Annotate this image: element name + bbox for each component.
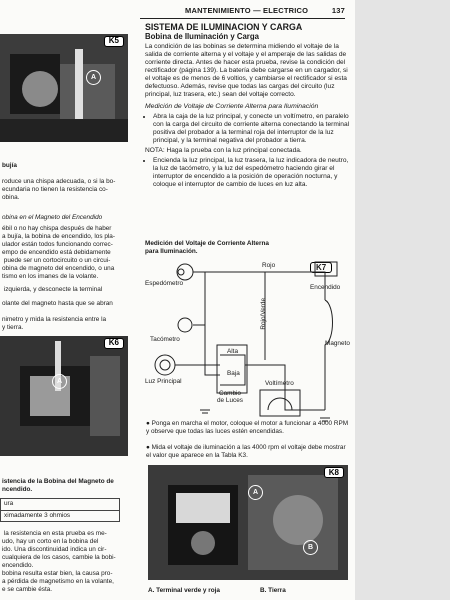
heading-magneto: obina en el Magneto del Encendido xyxy=(2,214,103,221)
paragraph-3: izquierda, y desconecte la terminal xyxy=(2,286,103,293)
resistance-table xyxy=(0,498,120,522)
photo-k5-image xyxy=(0,34,128,142)
label-encendido: Encendido xyxy=(310,284,341,291)
label-rojo: Rojo xyxy=(262,262,276,269)
header-title: MANTENIMIENTO — ELECTRICO xyxy=(185,6,309,15)
caption-b: B. Tierra xyxy=(260,587,286,594)
list-item: ● Mida el voltaje de iluminación a las 4000 rpm el voltaje debe mostrar el valor que aparece en la Tabla K3. xyxy=(146,444,346,459)
callout-a: A xyxy=(248,485,263,500)
fig-label-k8: K8 xyxy=(324,467,344,478)
fig-label-k6: K6 xyxy=(104,338,124,349)
nota: NOTA: Haga la prueba con la luz principal conectada. xyxy=(145,147,302,154)
label-tacometro: Tacómetro xyxy=(150,336,180,343)
label-cambio-luces: Cambio de Luces xyxy=(217,390,243,404)
caption-bujia: bujía xyxy=(2,162,17,169)
table-cell: ura xyxy=(1,499,120,511)
steps-list xyxy=(145,113,350,145)
diagram-title: Medición del Voltaje de Corriente Alterna para Iluminación. xyxy=(145,240,269,255)
callout-a: A xyxy=(52,374,67,389)
list-item: • Abra la caja de la luz principal, y conecte un voltímetro, en paralelo con la carga del circuito de corriente alterna conectando la terminal positiva del probador a la terminal roja del interruptor de la luz principal, y la terminal negativa del probador a tierra. xyxy=(153,113,350,145)
section-title: SISTEMA DE ILUMINACION Y CARGA xyxy=(145,22,303,32)
table-cell: ximadamente 3 ohmios xyxy=(1,510,120,522)
caption-a: A. Terminal verde y roja xyxy=(148,587,220,594)
running-header xyxy=(185,6,355,18)
bullet-3-text: Ponga en marcha el motor, coloque el motor a funcionar a 4000 RPM y observe que todas las luces estén encendidas. xyxy=(146,420,349,435)
label-baja: Baja xyxy=(227,370,240,377)
bullet-4-text: Mida el voltaje de iluminación a las 4000 rpm el voltaje debe mostrar el valor que aparece en la Tabla K3. xyxy=(146,444,346,459)
page-number: 137 xyxy=(331,6,345,15)
paragraph-6: la resistencia en esta prueba es me- udo, hay un corto en la bobina del ido. Una discontinuidad indica un cir- cualquiera de los casos, cambie la bobi- encendido. xyxy=(2,530,116,569)
callout-b: B xyxy=(303,540,318,555)
callout-a: A xyxy=(86,70,101,85)
steps-list-2 xyxy=(145,157,350,189)
label-espedometro: Espedómetro xyxy=(145,280,184,287)
list-item: • Encienda la luz principal, la luz trasera, la luz indicadora de neutro, la luz de tacómetro, y la luz del espedómetro haciendo girar el interruptor de encendido a la posición de operación nocturna, y coloque el interruptor de cambio de luces en luz alta. xyxy=(153,157,350,189)
label-alta: Alta xyxy=(227,348,239,355)
header-rule xyxy=(140,18,345,19)
paragraph-5: nimetro y mida la resistencia entre la y tierra. xyxy=(2,316,107,331)
fig-label-k7: K7 xyxy=(310,262,332,273)
paragraph-4: olante del magneto hasta que se abran xyxy=(2,300,113,307)
paragraph-7: bobina resulta estar bien, la causa pro- a pérdida de magnetismo en la volante, e se cambie ésta. xyxy=(2,570,114,593)
photo-k6-image xyxy=(0,336,128,456)
photo-k8-image xyxy=(148,465,348,580)
right-column xyxy=(145,22,350,191)
paragraph-2: ébil o no hay chispa después de haber a bujía, la bobina de encendido, los pla- ulador están todos funcionando correc- empo de encendido está debidamente puede ser un cortocircuito o un circui- obina de magneto del encendido, o una tismo en los imanes de la volante. xyxy=(2,225,115,280)
left-column xyxy=(0,0,130,600)
label-voltimetro: Voltímetro xyxy=(265,380,294,387)
paragraph-1: roduce una chispa adecuada, o si la bo- ecundaria no tienen la resistencia co- obina. xyxy=(2,178,116,201)
intro-paragraph: La condición de las bobinas se determina midiendo el voltaje de la salida de corriente alterna y el voltaje y el amperaje de las salidas de corriente directa. Antes de hacer esta prueba, revise la condición del rectificador (página 139). La batería debe cargarse en un cargador, si el voltaje es de menos de 6 voltios, y cambiarse el rectificador si esta defectuoso. Además, revise que todas las cargas del circuito (luz principal, luz trasera, etc.) sean del voltaje correcto. xyxy=(145,43,348,98)
fig-label-k5: K5 xyxy=(104,36,124,47)
photo-k5 xyxy=(0,34,128,142)
label-magneto: Magneto xyxy=(325,340,350,347)
list-item: ● Ponga en marcha el motor, coloque el motor a funcionar a 4000 RPM y observe que todas las luces estén encendidas. xyxy=(146,420,349,435)
page-margin-background xyxy=(355,0,450,600)
photo-k6 xyxy=(0,336,128,456)
wiring-diagram xyxy=(145,260,353,425)
table-title: istencia de la Bobina del Magneto de ncendido. xyxy=(2,478,114,493)
photo-k8 xyxy=(148,465,348,580)
label-luz-principal: Luz Principal xyxy=(145,378,182,385)
measurement-heading: Medición de Voltaje de Corriente Alterna para Iluminación xyxy=(145,103,319,110)
label-rojo-verde: Rojo/Verde xyxy=(260,298,267,330)
section-subtitle: Bobina de Iluminación y Carga xyxy=(145,32,259,41)
